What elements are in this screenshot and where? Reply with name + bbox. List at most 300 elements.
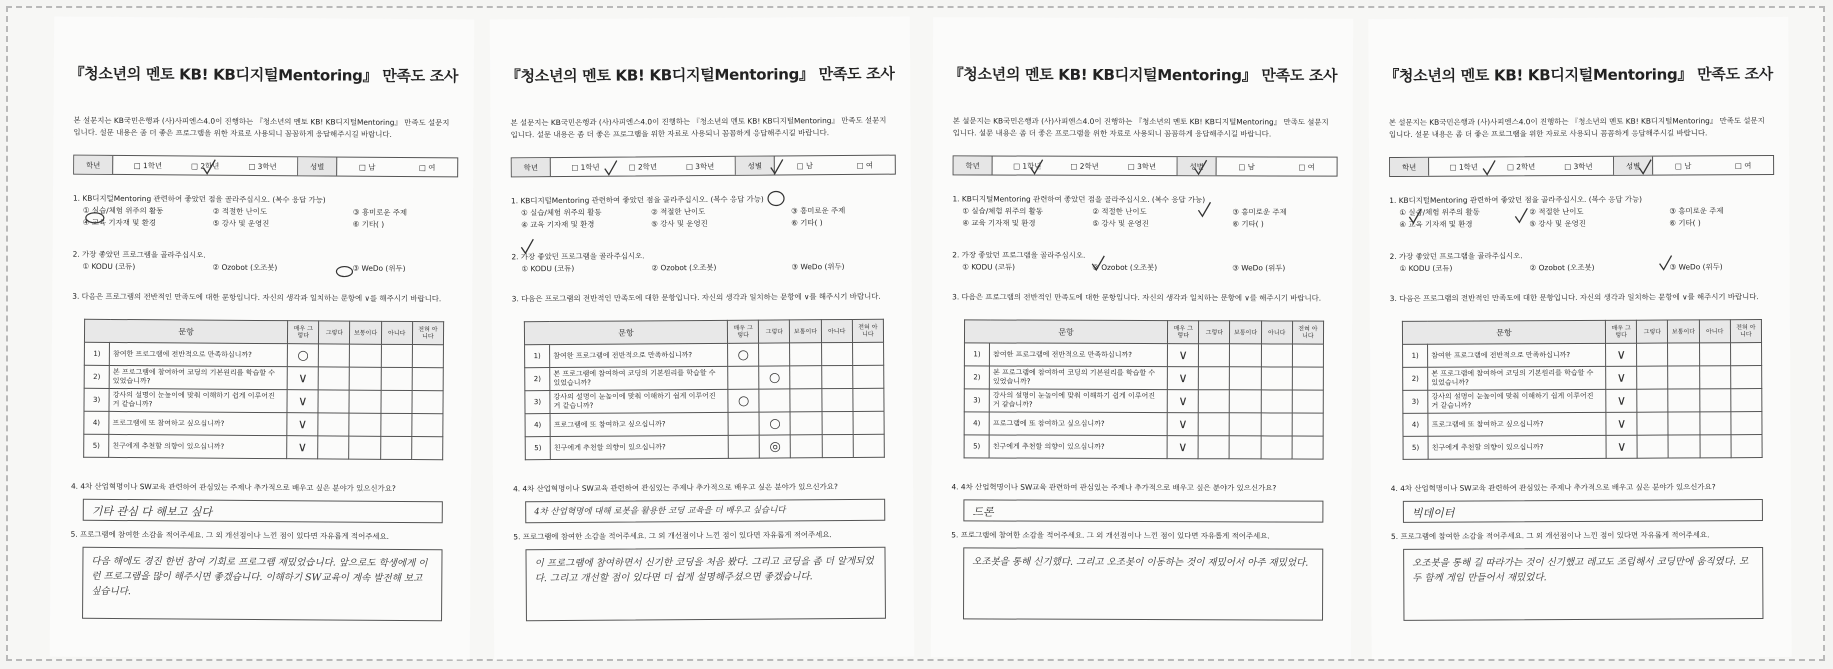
item-number: 2) — [525, 368, 550, 391]
q2-option[interactable]: ② Ozobot (오조봇) — [212, 262, 278, 273]
table-header-row — [524, 319, 883, 345]
rating-cell[interactable] — [380, 436, 411, 459]
rating-cell[interactable]: ∨ — [1606, 389, 1637, 412]
rating-cell[interactable] — [1637, 366, 1668, 389]
rating-cell[interactable] — [1637, 389, 1668, 412]
grade-option-1[interactable]: □ 1학년 — [133, 160, 163, 170]
rating-cell[interactable] — [1198, 436, 1229, 459]
rating-cell[interactable]: ∨ — [1167, 367, 1198, 390]
rating-cell[interactable]: ∨ — [1606, 412, 1637, 435]
rating-cell[interactable] — [790, 366, 821, 389]
grade-label: 학년 — [74, 156, 113, 174]
survey-sheet-2 — [490, 17, 914, 660]
rating-cell[interactable] — [1730, 366, 1761, 389]
item-number: 2) — [1403, 367, 1428, 390]
rating-cell[interactable]: ∨ — [1606, 366, 1637, 389]
question-2 — [1390, 249, 1775, 275]
question-1 — [73, 193, 458, 232]
question-1 — [952, 193, 1337, 230]
scale-header: 그렇다 — [1637, 320, 1668, 343]
q1-option[interactable]: ⑤ 강사 및 운영진 — [1529, 218, 1586, 229]
question-5-text: 5. 프로그램에 참여한 소감을 적어주세요. 그 외 개선점이나 느낀 점이 있다면 자유롭게 적어주세요. — [951, 530, 1270, 541]
q4-answer-box[interactable]: 드론 — [963, 499, 1323, 522]
q2-option[interactable]: ① KODU (코듀) — [521, 263, 575, 274]
rating-cell[interactable]: ∨ — [1167, 436, 1198, 459]
rating-cell[interactable] — [1198, 413, 1229, 436]
item-text: 친구에게 추천할 의향이 있으십니까? — [550, 435, 728, 459]
item-number: 4) — [964, 412, 989, 435]
rating-cell[interactable] — [790, 389, 821, 412]
grade-gender-row — [1389, 155, 1774, 177]
table-row — [84, 388, 443, 414]
rating-cell[interactable] — [350, 367, 381, 390]
question-1-text: 1. KB디지털Mentoring 관련하여 좋았던 점을 골라주십시오. (복수 응답 가능) — [952, 194, 1206, 205]
rating-cell[interactable] — [821, 388, 852, 411]
item-text: 본 프로그램에 참여하여 코딩의 기본원리를 학습할 수 있었습니까? — [989, 366, 1167, 390]
gender-options — [337, 158, 457, 177]
q1-option[interactable]: ④ 교육 기자재 및 환경 — [82, 217, 156, 228]
q5-answer-box[interactable]: 이 프로그램에 참여하면서 신기한 코딩을 처음 봤다. 그리고 코딩을 좀 더 알게되었다. 그리고 개선할 점이 있다면 더 쉽게 설명해주셨으면 좋겠습니다. — [525, 547, 885, 622]
scale-header: 아니다 — [821, 319, 852, 342]
grade-option-2[interactable]: □ 2학년 — [190, 161, 220, 171]
question-1-text: 1. KB디지털Mentoring 관련하여 좋았던 점을 골라주십시오. (복수 응답 가능) — [72, 193, 326, 205]
q2-option[interactable]: ③ WeDo (위두) — [1232, 263, 1286, 273]
gender-option-female[interactable]: □ 여 — [856, 160, 874, 170]
q1-option[interactable]: ⑥ 기타( ) — [1669, 218, 1701, 228]
rating-cell[interactable] — [822, 434, 853, 457]
table-row — [1403, 389, 1762, 414]
item-text: 참여한 프로그램에 전반적으로 만족하십니까? — [1428, 343, 1606, 367]
grade-option-1[interactable]: □ 1학년 — [1013, 161, 1042, 171]
item-number: 2) — [964, 366, 989, 389]
grade-option-1[interactable]: □ 1학년 — [571, 162, 600, 172]
grade-option-3[interactable]: □ 3학년 — [685, 161, 715, 171]
q1-option[interactable]: ③ 흥미로운 주제 — [791, 205, 846, 216]
question-1-options — [1399, 205, 1774, 231]
q1-option[interactable]: ⑥ 기타( ) — [1232, 219, 1264, 229]
grade-label: 학년 — [954, 156, 993, 174]
rating-cell[interactable] — [1637, 435, 1668, 458]
rating-cell[interactable] — [1668, 343, 1699, 366]
item-number: 3) — [1403, 390, 1428, 413]
q1-option[interactable]: ③ 흥미로운 주제 — [1232, 207, 1287, 217]
q2-option[interactable]: ① KODU (코듀) — [962, 262, 1015, 272]
question-2 — [511, 249, 896, 276]
q1-option[interactable]: ⑤ 강사 및 운영진 — [212, 218, 270, 229]
satisfaction-table — [83, 319, 444, 461]
rating-cell[interactable] — [318, 390, 349, 413]
scale-header: 매우 그렇다 — [727, 320, 758, 343]
gender-option-female[interactable]: □ 여 — [418, 162, 436, 172]
survey-sheet-1 — [50, 17, 474, 660]
question-2-options — [521, 261, 896, 276]
question-3-text: 3. 다음은 프로그램의 전반적인 만족도에 대한 문항입니다. 자신의 생각과 일치하는 문항에 ∨를 해주시기 바랍니다. — [511, 291, 881, 304]
rating-cell[interactable] — [1700, 412, 1731, 435]
scan-frame — [6, 6, 1825, 661]
q2-option[interactable]: ③ WeDo (위두) — [352, 263, 406, 274]
rating-cell[interactable] — [853, 434, 884, 457]
rating-cell[interactable]: ○ — [728, 389, 759, 412]
q2-option[interactable]: ② Ozobot (오조봇) — [1529, 262, 1595, 273]
rating-cell[interactable] — [381, 344, 412, 367]
item-number: 4) — [84, 411, 109, 434]
rating-cell[interactable] — [853, 388, 884, 411]
grade-option-3[interactable]: □ 3학년 — [1564, 161, 1593, 171]
rating-cell[interactable] — [1261, 367, 1292, 390]
question-2-options — [82, 261, 457, 276]
rating-cell[interactable] — [1637, 343, 1668, 366]
gender-option-male[interactable]: □ 남 — [1674, 160, 1692, 171]
rating-cell[interactable] — [1230, 436, 1261, 459]
rating-cell[interactable]: ◎ — [759, 435, 790, 458]
rating-cell[interactable] — [728, 412, 759, 435]
item-number: 1) — [84, 342, 109, 365]
q1-option[interactable]: ⑥ 기타( ) — [352, 219, 385, 229]
rating-cell[interactable] — [349, 390, 380, 413]
rating-cell[interactable] — [1668, 366, 1699, 389]
survey-intro: 본 설문지는 KB국민은행과 (사)사피엔스4.0이 진행하는 『청소년의 멘토 KB! KB디지털Mentoring』 만족도 설문지 입니다. 설문 내용은 좀 더 좋은 프로그램을 위한 자료로 사용되니 꼼꼼하게 응답해주시길 바랍니다. — [952, 116, 1329, 139]
item-number: 1) — [525, 345, 550, 368]
survey-title: 『청소년의 멘토 KB! KB디지털Mentoring』 만족도 조사 — [948, 65, 1338, 85]
gender-option-female[interactable]: □ 여 — [1734, 160, 1752, 170]
q4-answer-box[interactable]: 빅데이터 — [1403, 499, 1763, 523]
rating-cell[interactable] — [1261, 344, 1292, 367]
satisfaction-table — [964, 319, 1324, 459]
q1-option[interactable]: ① 실습/체험 위주의 활동 — [521, 207, 602, 218]
question-2-options — [962, 261, 1337, 274]
q2-option[interactable]: ③ WeDo (위두) — [1669, 262, 1723, 272]
rating-cell[interactable] — [790, 343, 821, 366]
rating-cell[interactable] — [1731, 389, 1762, 412]
rating-cell[interactable] — [1730, 343, 1761, 366]
question-4-text: 4. 4차 산업혁명이나 SW교육 관련하여 관심있는 주제나 추가적으로 배우고 싶은 분야가 있으신가요? — [1390, 482, 1716, 493]
item-number: 3) — [964, 389, 989, 412]
table-row — [964, 412, 1323, 436]
satisfaction-table — [524, 319, 885, 461]
item-text: 참여한 프로그램에 전반적으로 만족하십니까? — [990, 343, 1168, 367]
q2-option[interactable]: ③ WeDo (위두) — [791, 262, 845, 272]
gender-options — [1653, 156, 1773, 175]
table-row — [964, 389, 1323, 413]
scale-header: 보통이다 — [1230, 321, 1261, 344]
table-row — [1403, 435, 1762, 460]
rating-cell[interactable] — [381, 367, 412, 390]
rating-cell[interactable] — [1699, 389, 1730, 412]
question-1-options — [521, 205, 896, 232]
question-1 — [511, 193, 896, 232]
survey-intro: 본 설문지는 KB국민은행과 (사)사피엔스4.0이 진행하는 『청소년의 멘토 KB! KB디지털Mentoring』 만족도 설문지 입니다. 설문 내용은 좀 더 좋은 프로그램을 위한 자료로 사용되니 꼼꼼하게 응답해주시길 바랍니다. — [1388, 116, 1765, 139]
rating-cell[interactable]: ∨ — [1168, 344, 1199, 367]
question-2-text: 2. 가장 좋았던 프로그램을 골라주십시오. — [952, 250, 1086, 260]
rating-cell[interactable] — [349, 413, 380, 436]
rating-cell[interactable] — [1199, 367, 1230, 390]
gender-label: 성별 — [298, 157, 337, 175]
table-row — [964, 435, 1323, 459]
gender-option-male[interactable]: □ 남 — [358, 162, 376, 172]
rating-cell[interactable] — [412, 414, 443, 437]
rating-cell[interactable] — [411, 437, 442, 460]
q5-answer-box[interactable]: 다음 해에도 경진 한번 참여 기회로 프로그램 재밌었습니다. 앞으로도 학생에게 이런 프로그램을 많이 해주시면 좋겠습니다. 이해하기 SW교육이 계속 발전해 보고 싶습니다. — [82, 547, 442, 622]
grade-option-2[interactable]: □ 2학년 — [1506, 161, 1536, 171]
rating-cell[interactable] — [1261, 390, 1292, 413]
item-number: 1) — [964, 343, 989, 366]
question-5-text: 5. 프로그램에 참여한 소감을 적어주세요. 그 외 개선점이나 느낀 점이 있다면 자유롭게 적어주세요. — [1391, 530, 1710, 541]
item-text: 강사의 설명이 눈높이에 맞춰 이해하기 쉽게 이루어진 거 같습니까? — [550, 389, 728, 413]
rating-cell[interactable] — [822, 411, 853, 434]
table-header-item: 문항 — [524, 320, 727, 344]
question-2-options — [1400, 261, 1775, 275]
table-header-item: 문항 — [1402, 320, 1605, 344]
q1-option[interactable]: ③ 흥미로운 주제 — [1669, 206, 1724, 216]
rating-cell[interactable]: ∨ — [287, 390, 318, 413]
rating-cell[interactable] — [821, 365, 852, 388]
item-text: 강사의 설명이 눈높이에 맞춰 이해하기 쉽게 이루어진 거 같습니까? — [989, 389, 1167, 413]
scale-header: 그렇다 — [759, 320, 790, 343]
rating-cell[interactable] — [1230, 367, 1261, 390]
rating-cell[interactable] — [1292, 413, 1323, 436]
q1-option[interactable]: ① 실습/체험 위주의 활동 — [1399, 207, 1480, 217]
q4-answer-box[interactable]: 4차 산업혁명에 대해 로봇을 활용한 코딩 교육을 더 배우고 싶습니다 — [525, 499, 885, 524]
item-text: 강사의 설명이 눈높이에 맞춰 이해하기 쉽게 이루어진 거 같습니까? — [1428, 389, 1606, 413]
grade-option-3[interactable]: □ 3학년 — [1127, 161, 1157, 171]
gender-options — [1217, 157, 1337, 175]
rating-cell[interactable]: ∨ — [1167, 413, 1198, 436]
rating-cell[interactable]: ∨ — [287, 367, 318, 390]
table-header-item: 문항 — [84, 319, 287, 343]
question-1-options — [962, 205, 1337, 230]
grade-label: 학년 — [1390, 158, 1429, 176]
question-1 — [1389, 193, 1774, 231]
q1-option[interactable]: ② 적절한 난이도 — [651, 206, 706, 217]
question-4-text: 4. 4차 산업혁명이나 SW교육 관련하여 관심있는 주제나 추가적으로 배우고 싶은 분야가 있으신가요? — [70, 481, 396, 493]
item-number: 5) — [964, 435, 989, 458]
question-2 — [72, 249, 457, 276]
rating-cell[interactable] — [759, 389, 790, 412]
rating-cell[interactable] — [1699, 343, 1730, 366]
q5-answer-box[interactable]: 오조봇을 통해 신기했다. 그리고 오조봇이 이동하는 것이 재밌어서 아주 재밌었다. — [963, 547, 1323, 620]
rating-cell[interactable]: ○ — [759, 366, 790, 389]
item-text: 강사의 설명이 눈높이에 맞춰 이해하기 쉽게 이루어진 거 같습니까? — [109, 388, 287, 412]
q2-option[interactable]: ① KODU (코듀) — [82, 261, 136, 272]
rating-cell[interactable] — [412, 391, 443, 414]
gender-option-female[interactable]: □ 여 — [1298, 162, 1315, 172]
question-1-text: 1. KB디지털Mentoring 관련하여 좋았던 점을 골라주십시오. (복수 응답 가능) — [511, 194, 764, 206]
rating-cell[interactable] — [1230, 413, 1261, 436]
q1-option[interactable]: ② 적절한 난이도 — [212, 206, 268, 217]
rating-cell[interactable] — [1668, 435, 1699, 458]
q1-option[interactable]: ⑥ 기타( ) — [791, 218, 823, 228]
rating-cell[interactable]: ∨ — [1606, 343, 1637, 366]
grade-option-2[interactable]: □ 2학년 — [628, 161, 657, 172]
rating-cell[interactable] — [319, 344, 350, 367]
rating-cell[interactable] — [821, 342, 852, 365]
rating-cell[interactable] — [318, 367, 349, 390]
rating-cell[interactable] — [318, 413, 349, 436]
q1-option[interactable]: ② 적절한 난이도 — [1092, 206, 1147, 217]
rating-cell[interactable] — [1230, 390, 1261, 413]
table-header-row — [964, 320, 1323, 344]
rating-cell[interactable] — [1637, 412, 1668, 435]
scale-header: 보통이다 — [790, 320, 821, 343]
item-number: 4) — [1403, 413, 1428, 436]
scale-header: 아니다 — [1699, 320, 1730, 343]
table-row — [84, 434, 443, 460]
table-row — [1403, 343, 1762, 368]
q1-option[interactable]: ① 실습/체험 위주의 활동 — [82, 205, 164, 216]
grade-gender-row — [953, 155, 1338, 176]
rating-cell[interactable] — [1199, 344, 1230, 367]
item-number: 4) — [525, 414, 550, 437]
rating-cell[interactable] — [1668, 412, 1699, 435]
rating-cell[interactable]: ∨ — [287, 436, 318, 459]
rating-cell[interactable] — [728, 435, 759, 458]
item-text: 친구에게 추천할 의향이 있으십니까? — [1428, 435, 1606, 459]
question-5-text: 5. 프로그램에 참여한 소감을 적어주세요. 그 외 개선점이나 느낀 점이 있다면 자유롭게 적어주세요. — [513, 530, 832, 542]
table-row — [964, 366, 1323, 390]
scale-header: 전혀 아니다 — [1292, 321, 1323, 344]
table-row — [1403, 366, 1762, 391]
rating-cell[interactable] — [1292, 436, 1323, 459]
rating-cell[interactable] — [1668, 389, 1699, 412]
rating-cell[interactable]: ○ — [287, 344, 318, 367]
q1-option[interactable]: ④ 교육 기자재 및 환경 — [962, 218, 1036, 228]
scale-header: 아니다 — [381, 321, 412, 344]
item-number: 2) — [84, 365, 109, 388]
scale-header: 매우 그렇다 — [288, 321, 319, 344]
q1-option[interactable]: ⑤ 강사 및 운영진 — [1092, 218, 1149, 229]
rating-cell[interactable] — [350, 344, 381, 367]
question-3-text: 3. 다음은 프로그램의 전반적인 만족도에 대한 문항입니다. 자신의 생각과 일치하는 문항에 ∨를 해주시기 바랍니다. — [72, 291, 442, 304]
grade-label: 학년 — [512, 158, 551, 176]
item-text: 친구에게 추천할 의향이 있으십니까? — [989, 435, 1167, 459]
rating-cell[interactable] — [1261, 436, 1292, 459]
rating-cell[interactable]: ∨ — [1167, 390, 1198, 413]
grade-options — [1429, 157, 1614, 176]
question-1-text: 1. KB디지털Mentoring 관련하여 좋았던 점을 골라주십시오. (복수 응답 가능) — [1389, 194, 1643, 205]
table-header-row — [84, 319, 443, 345]
scale-header: 보통이다 — [350, 321, 381, 344]
q1-option[interactable]: ⑤ 강사 및 운영진 — [651, 218, 708, 229]
table-header-row — [1402, 320, 1761, 345]
rating-cell[interactable] — [759, 343, 790, 366]
item-text: 프로그램에 또 참여하고 싶으십니까? — [109, 411, 287, 435]
q1-option[interactable]: ④ 교육 기자재 및 환경 — [1399, 219, 1473, 229]
rating-cell[interactable]: ∨ — [1606, 435, 1637, 458]
gender-option-male[interactable]: □ 남 — [1238, 161, 1255, 171]
rating-cell[interactable] — [381, 390, 412, 413]
q1-option[interactable]: ① 실습/체험 위주의 활동 — [962, 206, 1043, 216]
item-number: 5) — [1403, 436, 1428, 459]
rating-cell[interactable] — [790, 412, 821, 435]
q4-answer-box[interactable]: 기타 관심 다 해보고 싶다 — [83, 499, 443, 524]
rating-cell[interactable] — [412, 368, 443, 391]
item-number: 3) — [84, 388, 109, 411]
table-row — [525, 411, 884, 437]
table-row — [525, 388, 884, 414]
item-text: 참여한 프로그램에 전반적으로 만족하십니까? — [550, 343, 728, 367]
gender-option-male[interactable]: □ 남 — [796, 160, 814, 170]
survey-intro: 본 설문지는 KB국민은행과 (사)사피엔스4.0이 진행하는 『청소년의 멘토 KB! KB디지털Mentoring』 만족도 설문지 입니다. 설문 내용은 좀 더 좋은 프로그램을 위한 자료로 사용되니 꼼꼼하게 응답해주시길 바랍니다. — [73, 115, 450, 139]
q1-option[interactable]: ② 적절한 난이도 — [1529, 206, 1584, 217]
rating-cell[interactable] — [1292, 367, 1323, 390]
table-header-item: 문항 — [964, 320, 1167, 344]
rating-cell[interactable] — [852, 342, 883, 365]
scale-header: 아니다 — [1261, 321, 1292, 344]
grade-gender-row — [511, 155, 896, 178]
rating-cell[interactable]: ∨ — [287, 413, 318, 436]
rating-cell[interactable] — [1261, 413, 1292, 436]
rating-cell[interactable] — [1699, 366, 1730, 389]
survey-sheet-3 — [931, 17, 1353, 658]
rating-cell[interactable] — [852, 365, 883, 388]
item-text: 본 프로그램에 참여하여 코딩의 기본원리를 학습할 수 있었습니까? — [550, 366, 728, 390]
q2-option[interactable]: ② Ozobot (오조봇) — [651, 262, 717, 273]
q2-option[interactable]: ① KODU (코듀) — [1399, 263, 1453, 273]
scale-header: 그렇다 — [1199, 321, 1230, 344]
table-row — [1403, 412, 1762, 437]
item-number: 5) — [525, 437, 550, 460]
rating-cell[interactable] — [1700, 435, 1731, 458]
survey-intro: 본 설문지는 KB국민은행과 (사)사피엔스4.0이 진행하는 『청소년의 멘토 KB! KB디지털Mentoring』 만족도 설문지 입니다. 설문 내용은 좀 더 좋은 프로그램을 위한 자료로 사용되니 꼼꼼하게 응답해주시길 바랍니다. — [510, 115, 887, 140]
rating-cell[interactable] — [1199, 390, 1230, 413]
scale-header: 전혀 아니다 — [1730, 320, 1761, 343]
rating-cell[interactable] — [853, 411, 884, 434]
item-text: 프로그램에 또 참여하고 싶으십니까? — [989, 412, 1167, 436]
question-2-text: 2. 가장 좋았던 프로그램을 골라주십시오. — [1389, 251, 1523, 261]
q1-option[interactable]: ④ 교육 기자재 및 환경 — [521, 219, 595, 230]
rating-cell[interactable] — [349, 436, 380, 459]
rating-cell[interactable] — [380, 413, 411, 436]
item-number: 3) — [525, 391, 550, 414]
rating-cell[interactable] — [791, 435, 822, 458]
scale-header: 보통이다 — [1668, 320, 1699, 343]
grade-option-1[interactable]: □ 1학년 — [1449, 162, 1478, 172]
item-text: 프로그램에 또 참여하고 싶으십니까? — [1428, 412, 1606, 436]
item-text: 본 프로그램에 참여하여 코딩의 기본원리를 학습할 수 있었습니까? — [109, 365, 287, 389]
rating-cell[interactable]: ○ — [759, 412, 790, 435]
rating-cell[interactable]: ○ — [728, 343, 759, 366]
rating-cell[interactable] — [1731, 435, 1762, 458]
scale-header: 매우 그렇다 — [1606, 320, 1637, 343]
table-row — [525, 342, 884, 368]
table-row — [525, 365, 884, 391]
rating-cell[interactable] — [318, 436, 349, 459]
rating-cell[interactable] — [1731, 412, 1762, 435]
rating-cell[interactable] — [1292, 390, 1323, 413]
q5-answer-box[interactable]: 오조봇을 통해 길 따라가는 것이 신기했고 레고도 조립해서 코딩만에 움직였다. 모두 함께 게임 만들어서 재밌었다. — [1403, 547, 1763, 621]
question-5-text: 5. 프로그램에 참여한 소감을 적어주세요. 그 외 개선점이나 느낀 점이 있다면 자유롭게 적어주세요. — [70, 529, 390, 541]
rating-cell[interactable] — [728, 366, 759, 389]
table-row — [84, 411, 443, 437]
q2-option[interactable]: ② Ozobot (오조봇) — [1092, 262, 1158, 273]
gender-options — [775, 156, 895, 175]
q1-option[interactable]: ③ 흥미로운 주제 — [352, 207, 408, 218]
scale-header: 전혀 아니다 — [852, 319, 883, 342]
grade-option-2[interactable]: □ 2학년 — [1070, 161, 1099, 171]
rating-cell[interactable] — [1292, 344, 1323, 367]
scale-header: 전혀 아니다 — [412, 322, 443, 345]
table-row — [525, 434, 884, 460]
table-row — [964, 343, 1323, 367]
rating-cell[interactable] — [412, 345, 443, 368]
grade-options — [551, 157, 736, 176]
grade-option-3[interactable]: □ 3학년 — [248, 161, 277, 171]
item-number: 5) — [84, 434, 109, 457]
rating-cell[interactable] — [1230, 344, 1261, 367]
scale-header: 매우 그렇다 — [1168, 321, 1199, 344]
table-row — [84, 342, 443, 368]
question-2 — [952, 249, 1337, 274]
